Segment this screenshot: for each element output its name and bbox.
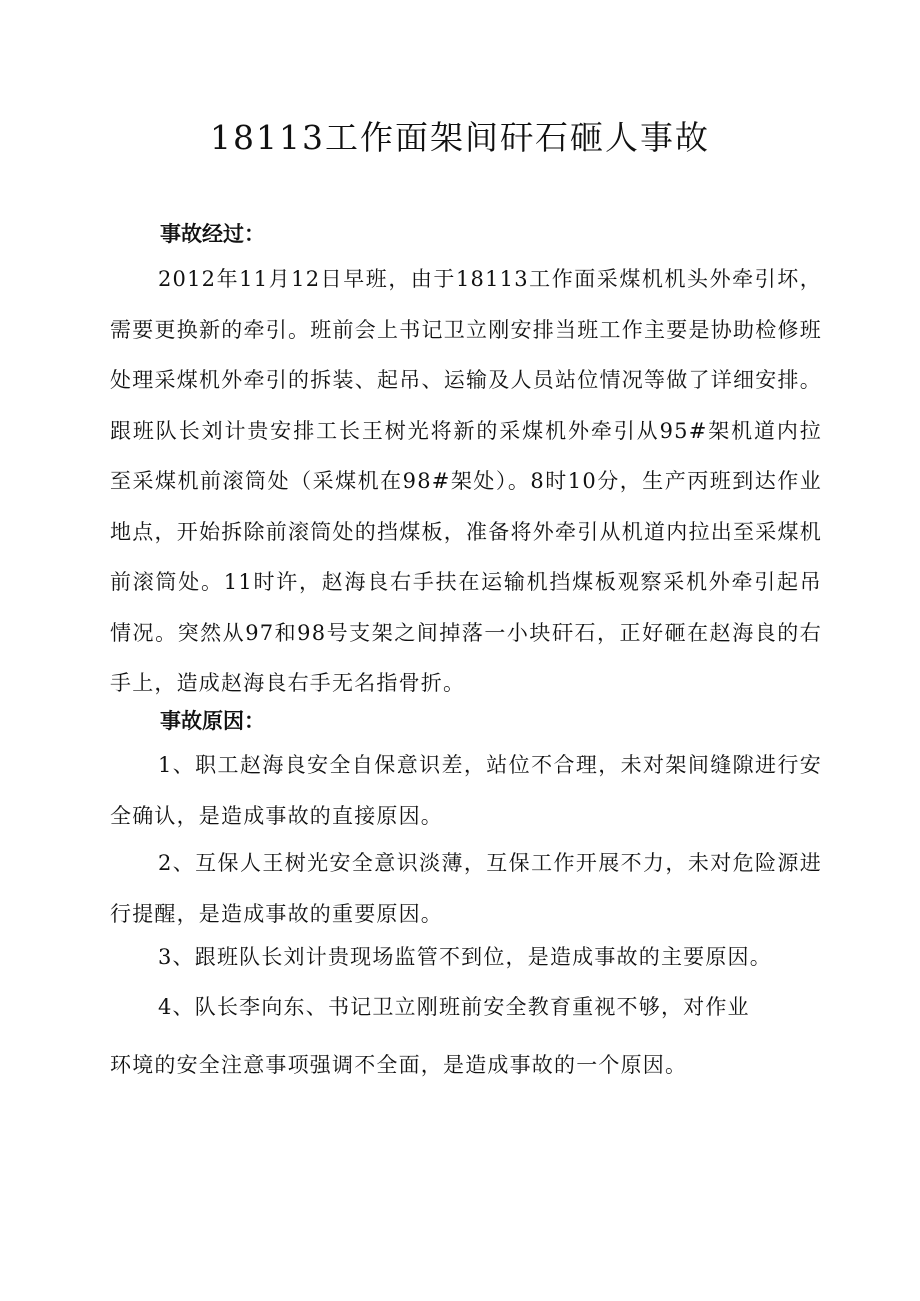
cause-item-3: 3、跟班队长刘计贵现场监管不到位，是造成事故的主要原因。 [158,945,772,969]
section-heading-cause: 事故原因： [160,709,265,733]
section-heading-process: 事故经过： [160,222,265,246]
cause-item-4-line-1: 4、队长李向东、书记卫立刚班前安全教育重视不够，对作业 [158,995,750,1019]
document-title: 18113工作面架间矸石砸人事故 [210,118,710,157]
process-paragraph: 2012年11月12日早班，由于18113工作面采煤机机头外牵引坏，需要更换新的牵引。班前会上书记卫立刚安排当班工作主要是协助检修班处理采煤机外牵引的拆装、起吊、运输及人员站位情况等做了详细安排。跟班队长刘计贵安排工长王树光将新的采煤机外牵引从95#架机道内拉至采煤机前滚筒处（采煤机在98#架处）。8时10分，生产丙班到达作业地点，开始拆除前滚筒处的挡煤板，准备将外牵引从机道内拉出至采煤机前滚筒处。11时许，赵海良右手扶在运输机挡煤板观察采机外牵引起吊情况。突然从97和98号支架之间掉落一小块矸石，正好砸在赵海良的右手上，造成赵海良右手无名指骨折。 [110,267,822,695]
cause-item-2: 2、互保人王树光安全意识淡薄，互保工作开展不力，未对危险源进行提醒，是造成事故的重要原因。 [110,851,822,926]
cause-item-4-line-2: 环境的安全注意事项强调不全面，是造成事故的一个原因。 [110,1053,688,1077]
cause-item-1: 1、职工赵海良安全自保意识差，站位不合理，未对架间缝隙进行安全确认，是造成事故的直接原因。 [110,753,822,828]
